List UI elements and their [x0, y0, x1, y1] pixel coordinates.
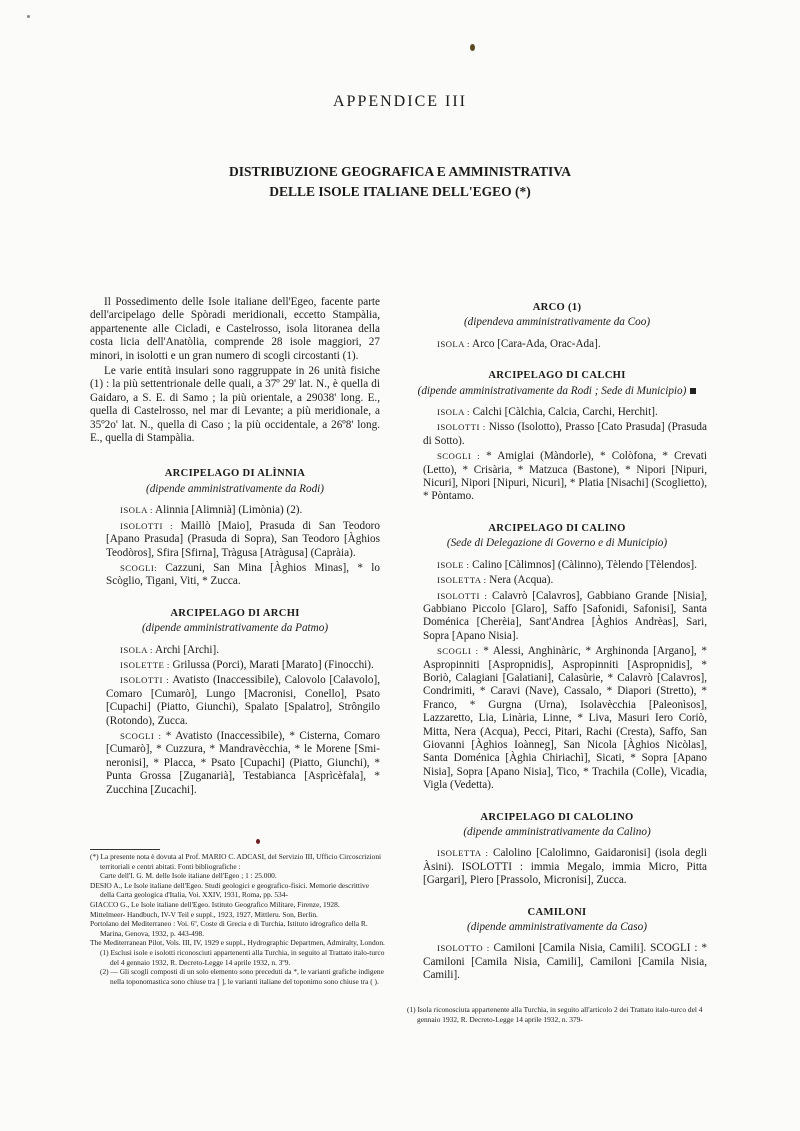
- footnote-source: The Mediterranean Pilot, Vols. III, IV, 1929 e suppl., Hydrographic Departmen, Admiralty, London.: [90, 938, 385, 948]
- section-subtitle: (dipende amministrativamente da Rodi): [145, 482, 325, 495]
- island-entry: [407, 421, 707, 448]
- archipelago-section: [407, 811, 707, 888]
- entry-text: Camiloni [Camila Nisia, Camili]. SCOGLI : * Camiloni [Camila Nisia, Camili], Camiloni [Camila Nisia, Camili].: [423, 942, 707, 982]
- right-sections: [407, 301, 707, 983]
- title-line-1: DISTRIBUZIONE GEOGRAFICA E AMMINISTRATIVA: [229, 164, 571, 179]
- section-title: ARCIPELAGO DI CALCHI: [488, 370, 626, 382]
- left-sections: [90, 467, 380, 797]
- section-title: ARCIPELAGO DI CALINO: [488, 522, 626, 534]
- section-title: ARCIPELAGO DI CALOLINO: [480, 811, 634, 823]
- entry-label: ISOLA :: [120, 505, 153, 516]
- entry-text: * Amiglai (Màndorle), * Colòfona, * Crevati (Letto), * Crisària, * Matzuca (Bastone), * Nipori [Nipuri, Nicuri], Nipori [Nipuri, Nicuri], * Platia [Nisachi] (Scoglietto), * Pòntamo.: [423, 450, 707, 503]
- ink-spot: [470, 44, 475, 51]
- entry-text: Maillò [Maio], Prasuda di San Teodoro [Apano Prasuda] (Prasuda di Sopra), San Teodoro [Àghios Teodòros], Sfira [Sfirna], Tràgusa [Atràgusa] (Capràia).: [106, 519, 380, 559]
- intro-paragraph: Il Possedimento delle Isole italiane dell'Egeo, facente parte dell'arcipelago delle Spòradi meridionali, eccetto Stampàlia, appartenente alle Cicladi, e Castelrosso, isola litoranea della costa licia dell'Anatòlia, comprende 28 isole maggiori, 27 minori, in isolotti e un gran numero di scogli circostanti (1).: [90, 296, 380, 362]
- island-entry: [407, 847, 707, 887]
- section-title: ARCO (1): [532, 302, 582, 313]
- footnote: (*) La presente nota è dovuta al Prof. MARIO C. ADCASI, del Servizio III, Ufficio Circoscrizioni territoriali e centri abitati. Fonti bibliografiche :: [90, 852, 382, 871]
- entry-label: SCOGLI :: [437, 451, 480, 462]
- entry-label: SCOGLI :: [437, 646, 479, 657]
- footnote-source: GIACCO G., Le Isole italiane dell'Egeo. Istituto Geografico Militare, Firenze, 1928.: [90, 899, 340, 909]
- footnote-source: Mittelmeer- Handbuch, IV-V Teil e suppl., 1923, 1927, Mittleru. Son, Berlin.: [90, 909, 318, 919]
- entry-label: ISOLOTTO :: [437, 943, 490, 954]
- page-title: [0, 162, 800, 202]
- island-entry: [407, 559, 707, 572]
- entry-text: Nisso (Isolotto), Prasso [Cato Prasuda] (Prasuda di Sotto).: [423, 421, 707, 447]
- section-subtitle: (dipende amministrativamente da Caso): [467, 921, 647, 934]
- island-entry: [407, 406, 707, 419]
- entry-label: ISOLA :: [120, 644, 153, 655]
- entry-label: ISOLA :: [437, 338, 470, 349]
- archipelago-section: [407, 369, 707, 504]
- right-column: [407, 301, 707, 983]
- section-title: ARCIPELAGO DI ARCHI: [170, 607, 300, 619]
- section-title: CAMILONI: [527, 906, 587, 918]
- entry-text: Cazzuni, San Mina [Àghios Minas], * lo Scòglio, Tigani, Viti, * Zucca.: [106, 561, 380, 588]
- ink-spot: [27, 15, 30, 18]
- entry-text: Avatisto (Inaccessibile), Calovolo [Calavolo], Comaro [Cumarò], Lungo [Macronisi, Conello], Psato [Cupachi] (Piatto, Giunchi), Spalato [Spalatro], Strôngilo (Rotondo), Zucca.: [106, 674, 380, 727]
- footnote-1: (1) Esclusi isole e isolotti riconosciuti appartenenti alla Turchia, in seguito al Trattato italo-turco del 4 gennaio 1932, R. Decreto-Legge 14 aprile 1932, n. 3º9.: [100, 947, 385, 967]
- entry-label: ISOLE :: [437, 559, 470, 570]
- archipelago-section: [90, 467, 380, 588]
- entry-text: Arco [Cara-Ada, Orac-Ada].: [472, 337, 601, 350]
- island-entry: [407, 574, 707, 587]
- archipelago-section: [90, 607, 380, 797]
- entry-label: ISOLOTTI :: [437, 422, 486, 433]
- footnote-arco: (1) Isola riconosciuta appartenente alla Turchia, in seguito all'articolo 2 dei Trattato italo-turco del 4 gennaio 1932, R. Decreto-Legge 14 aprile 1932, n. 379-: [407, 1005, 703, 1024]
- footnote-2: (2) — Gli scogli composti di un solo elemento sono preceduti da *, le varianti grafiche indigene nella toponomastica sono chiuse tra [ ], le varianti italiane del toponimo sono chiuse tra ( ).: [100, 967, 384, 986]
- island-entry: [90, 730, 380, 797]
- archipelago-section: [407, 522, 707, 793]
- entry-label: ISOLOTTI :: [437, 590, 488, 601]
- entry-label: ISOLETTA :: [437, 848, 489, 859]
- archipelago-section: [407, 301, 707, 351]
- entry-label: ISOLETTE :: [120, 659, 170, 670]
- footnotes-left: [90, 852, 385, 986]
- entry-label: ISOLOTTI :: [120, 675, 170, 686]
- island-entry: [90, 504, 380, 517]
- island-entry: [90, 674, 380, 728]
- entry-text: Calolino [Calolimno, Gaidaronisi] (isola degli Àsini). ISOLOTTI : immia Megalo, immia Micro, Pitta [Gargari], Piero [Prassolo, Micronisi], Zucca.: [423, 847, 708, 887]
- island-entry: [90, 659, 380, 672]
- entry-text: Calchi [Càlchia, Calcia, Carchi, Herchit].: [472, 406, 658, 419]
- section-subtitle: (dipende amministrativamente da Patmo): [141, 622, 329, 635]
- island-entry: [407, 645, 707, 792]
- entry-text: * Avatisto (Inaccessìbile), * Cisterna, Comaro [Cumarò], * Cuzzura, * Mandravècchia, * le Morene [Smi-neronisi], * Placca, * Psato [Cupachi] (Piatto, Giunchi), * Punta Grossa [Zuganarià], Testabianca [Asprìcèfala], * Zucchina [Zucachi].: [106, 729, 380, 796]
- entry-text: Grilussa (Porci), Marati [Marato] (Finocchi).: [172, 658, 374, 671]
- footnote-rule: [90, 849, 160, 850]
- island-entry: [90, 562, 380, 589]
- section-subtitle: (Sede di Delegazione di Governo e di Municipio): [446, 537, 668, 550]
- section-end-mark: [256, 839, 260, 844]
- entry-text: * Alessi, Anghinàric, * Arghinonda [Argano], * Aspropinniti [Aspropnidis], Aspropinniti [Aspropnidis], * Boriò, Calagiani [Galatiani], Calasùrie, * Calavrò [Calavros], Condrimiti, * Caravi (Nave), Cassalo, * Diapori (Stretto), * Franco, * Gurgna (Urna), Isolavècchia [Paleonìsos], Lazzaretto, Lia, Linària, Linne, * Liva, Masuri Iero Coriò, Mitta, Nera (Acqua), Pecci, Pitari, Rachi (Cresta), Saffo, San Giovanni [Àghios Ioànneg], San Nicola [Àghios Nicòlas], Santa Doménica [Àghia Chiriachì], Sicati, * Sopra [Apano Nisia], Sopra [Apano Nisia], Tico, * Trachila (Colle), Vicadia, Vigla (Vedetta).: [423, 645, 708, 792]
- island-entry: [90, 520, 380, 560]
- intro: [90, 296, 380, 445]
- footnote-source: DESIO A., Le Isole italiane dell'Egeo. Studi geologici e geografico-fisici. Memorie descrittive della Carta geologica d'Italia, Voi. XXIV, 1931, Roma, pp. 534-: [90, 880, 370, 900]
- island-entry: [407, 942, 707, 982]
- entry-label: ISOLETTA :: [437, 575, 487, 586]
- section-subtitle: (dipendeva amministrativamente da Coo): [463, 316, 651, 329]
- footnote-source: Portolano del Mediterraneo : Voi. 6º, Coste di Grecia e di Turchia, Istituto idrografico della R. Marina, Genova, 1932, p. 443-498.: [90, 919, 368, 938]
- square-mark: [690, 388, 696, 394]
- section-title: ARCIPELAGO DI ALÌNNIA: [164, 468, 306, 480]
- footnote-source: Carte dell'I. G. M. delle Isole italiane dell'Egeo ; 1 : 25.000.: [100, 871, 277, 881]
- entry-text: Calino [Càlimnos] (Càlinno), Tèlendo [Tèlendos].: [472, 558, 697, 571]
- appendix-heading: APPENDICE III: [333, 93, 467, 110]
- entry-label: ISOLOTTI :: [120, 520, 174, 531]
- section-subtitle: (dipende amministrativamente da Calino): [463, 826, 651, 838]
- section-subtitle: (dipende amministrativamente da Rodi ; Sede di Municipio): [407, 385, 707, 398]
- entry-label: SCOGLI :: [120, 730, 162, 741]
- footnote-right: [407, 1005, 707, 1024]
- entry-label: SCOGLI:: [120, 562, 158, 573]
- archipelago-section: [407, 906, 707, 983]
- title-line-2: DELLE ISOLE ITALIANE DELL'EGEO (*): [269, 184, 531, 199]
- entry-text: Calavrò [Calavros], Gabbiano Grande [Nisia], Gabbiano Piccolo [Glaro], Saffo [Safonidi, Safonisi], Santa Doménica [Cherèia], Sant'Andrea [Àghios Andrèas], Sari, Sopra [Apano Nisia].: [423, 589, 707, 642]
- left-column: [90, 296, 380, 797]
- entry-text: Nera (Acqua).: [489, 574, 554, 587]
- entry-text: Alinnia [Alimnià] (Limònia) (2).: [155, 504, 303, 517]
- intro-paragraph: Le varie entità insulari sono raggruppate in 26 unità fisiche (1) : la più settentrionale delle quali, a 37º 29' lat. N., è quella di Gaidaro, a S. E. di Samo ; la più orientale, a 29038' long. E., quella di Castelrosso, nel mar di Levante; a più meridionale, a 35º2o' lat. N., quella di Caso ; la più occidentale, a 26º8' long. E., quella di Stampàlia.: [90, 365, 380, 445]
- entry-text: Archi [Archi].: [155, 643, 220, 656]
- island-entry: [407, 338, 707, 351]
- entry-label: ISOLA :: [437, 407, 470, 418]
- island-entry: [407, 590, 707, 644]
- island-entry: [90, 644, 380, 657]
- island-entry: [407, 450, 707, 504]
